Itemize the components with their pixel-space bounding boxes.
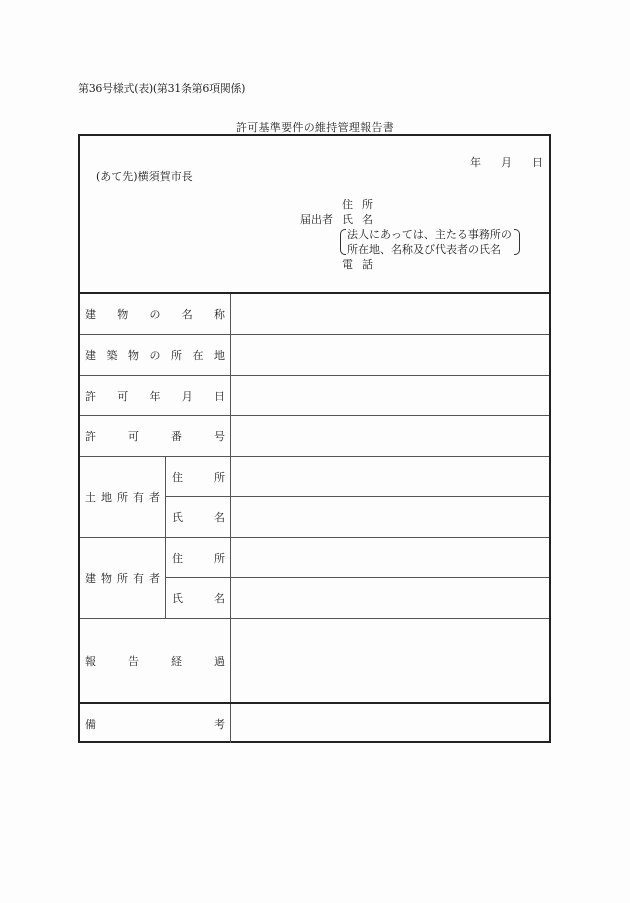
document-title: 許可基準要件の維持管理報告書 bbox=[235, 121, 395, 134]
label-char: 地 bbox=[214, 349, 225, 362]
label-char: 氏 bbox=[172, 511, 183, 524]
label-char: 住 bbox=[172, 551, 183, 565]
land-owner-label bbox=[80, 457, 166, 537]
label-char: 所 bbox=[117, 491, 128, 504]
label-char: 経 bbox=[171, 654, 182, 668]
addressee: (あて先)横須賀市長 bbox=[96, 170, 193, 183]
applicant-address-label-1: 住 bbox=[342, 198, 362, 211]
land-owner-name-label bbox=[166, 497, 231, 537]
permit-number-label bbox=[80, 416, 231, 456]
table-row-permit-number bbox=[80, 416, 549, 457]
label-char: 名 bbox=[214, 511, 225, 524]
label-char: 所 bbox=[214, 551, 225, 565]
land-owner-address-field[interactable] bbox=[231, 457, 549, 496]
table-row-remarks bbox=[80, 704, 549, 743]
land-owner-address-label bbox=[166, 457, 231, 496]
label-char: 所 bbox=[171, 349, 182, 362]
label-char: 氏 bbox=[172, 592, 183, 605]
report-progress-label bbox=[80, 619, 231, 702]
applicant-address-row bbox=[300, 197, 520, 212]
applicant-phone-row bbox=[300, 257, 520, 272]
applicant-block bbox=[300, 197, 520, 272]
table-row-permit-date bbox=[80, 376, 549, 416]
label-char: 許 bbox=[85, 389, 96, 403]
building-location-field[interactable] bbox=[231, 335, 549, 375]
label-char: 有 bbox=[133, 491, 144, 504]
applicant-address-label-2: 所 bbox=[362, 198, 373, 211]
form-number: 第36号様式(表)(第31条第6項関係) bbox=[78, 82, 246, 95]
building-owner-name-field[interactable] bbox=[231, 578, 549, 618]
table-row-report-progress bbox=[80, 619, 549, 704]
label-char: 建 bbox=[85, 572, 96, 585]
building-owner-name-row bbox=[166, 578, 549, 618]
label-char: 所 bbox=[117, 572, 128, 585]
label-char: 番 bbox=[171, 430, 182, 443]
label-char: 者 bbox=[149, 491, 160, 504]
label-char: 考 bbox=[214, 717, 225, 731]
label-char: 住 bbox=[172, 470, 183, 484]
applicant-phone-label-2: 話 bbox=[362, 258, 373, 271]
label-char: 備 bbox=[85, 717, 96, 731]
report-progress-field[interactable] bbox=[231, 619, 549, 702]
date-day-label: 日 bbox=[532, 156, 543, 169]
table-row-building-name bbox=[80, 294, 549, 335]
notice-header bbox=[80, 136, 549, 294]
table-group-building-owner bbox=[80, 538, 549, 619]
label-char: 名 bbox=[181, 308, 193, 321]
label-char: 号 bbox=[214, 430, 225, 443]
permit-date-label bbox=[80, 376, 231, 415]
label-char: 年 bbox=[149, 389, 161, 403]
building-owner-address-field[interactable] bbox=[231, 538, 549, 577]
label-char: 日 bbox=[214, 389, 225, 403]
label-char: 過 bbox=[214, 654, 225, 668]
land-owner-name-field[interactable] bbox=[231, 497, 549, 537]
land-owner-name-row bbox=[166, 497, 549, 537]
corporate-note bbox=[340, 227, 520, 257]
applicant-phone-label-1: 電 bbox=[342, 258, 362, 271]
applicant-name-label-1: 氏 bbox=[342, 213, 362, 226]
label-char: 物 bbox=[117, 308, 129, 321]
applicant-role-label: 届出者 bbox=[300, 213, 333, 226]
label-char: 名 bbox=[214, 592, 225, 605]
remarks-label bbox=[80, 704, 231, 743]
building-location-label bbox=[80, 335, 231, 375]
building-owner-name-label bbox=[166, 578, 231, 618]
label-char: 築 bbox=[106, 349, 118, 362]
label-char: 可 bbox=[117, 389, 129, 403]
submission-date bbox=[470, 154, 543, 170]
applicant-name-row bbox=[300, 212, 520, 227]
label-char: 有 bbox=[133, 572, 144, 585]
corporate-note-line-2: 所在地、名称及び代表者の氏名 bbox=[347, 243, 501, 256]
permit-date-field[interactable] bbox=[231, 376, 549, 415]
table-group-land-owner bbox=[80, 457, 549, 538]
label-char: の bbox=[149, 308, 161, 321]
permit-number-field[interactable] bbox=[231, 416, 549, 456]
remarks-field[interactable] bbox=[231, 704, 549, 743]
label-char: の bbox=[149, 349, 161, 362]
applicant-name-label-2: 名 bbox=[362, 213, 373, 226]
label-char: 許 bbox=[85, 430, 96, 443]
label-char: 可 bbox=[128, 430, 139, 443]
label-char: 報 bbox=[85, 654, 96, 668]
label-char: 物 bbox=[101, 572, 112, 585]
label-char: 告 bbox=[128, 654, 139, 668]
label-char: 物 bbox=[128, 349, 139, 362]
label-char: 所 bbox=[214, 470, 225, 484]
label-char: 在 bbox=[192, 349, 204, 362]
date-month-label: 月 bbox=[501, 156, 512, 169]
building-owner-label bbox=[80, 538, 166, 618]
label-char: 者 bbox=[149, 572, 160, 585]
corporate-note-line-1: 法人にあっては、主たる事務所の bbox=[347, 228, 512, 241]
label-char: 月 bbox=[181, 389, 193, 403]
label-char: 土 bbox=[85, 491, 96, 504]
land-owner-address-row bbox=[166, 457, 549, 497]
label-char: 建 bbox=[85, 349, 96, 362]
label-char: 建 bbox=[85, 308, 96, 321]
building-name-field[interactable] bbox=[231, 294, 549, 334]
building-owner-address-label bbox=[166, 538, 231, 577]
report-form bbox=[78, 134, 551, 743]
building-name-label bbox=[80, 294, 231, 334]
label-char: 地 bbox=[101, 491, 112, 504]
building-owner-address-row bbox=[166, 538, 549, 578]
date-year-label: 年 bbox=[470, 156, 481, 169]
label-char: 称 bbox=[214, 308, 225, 321]
table-row-building-location bbox=[80, 335, 549, 376]
